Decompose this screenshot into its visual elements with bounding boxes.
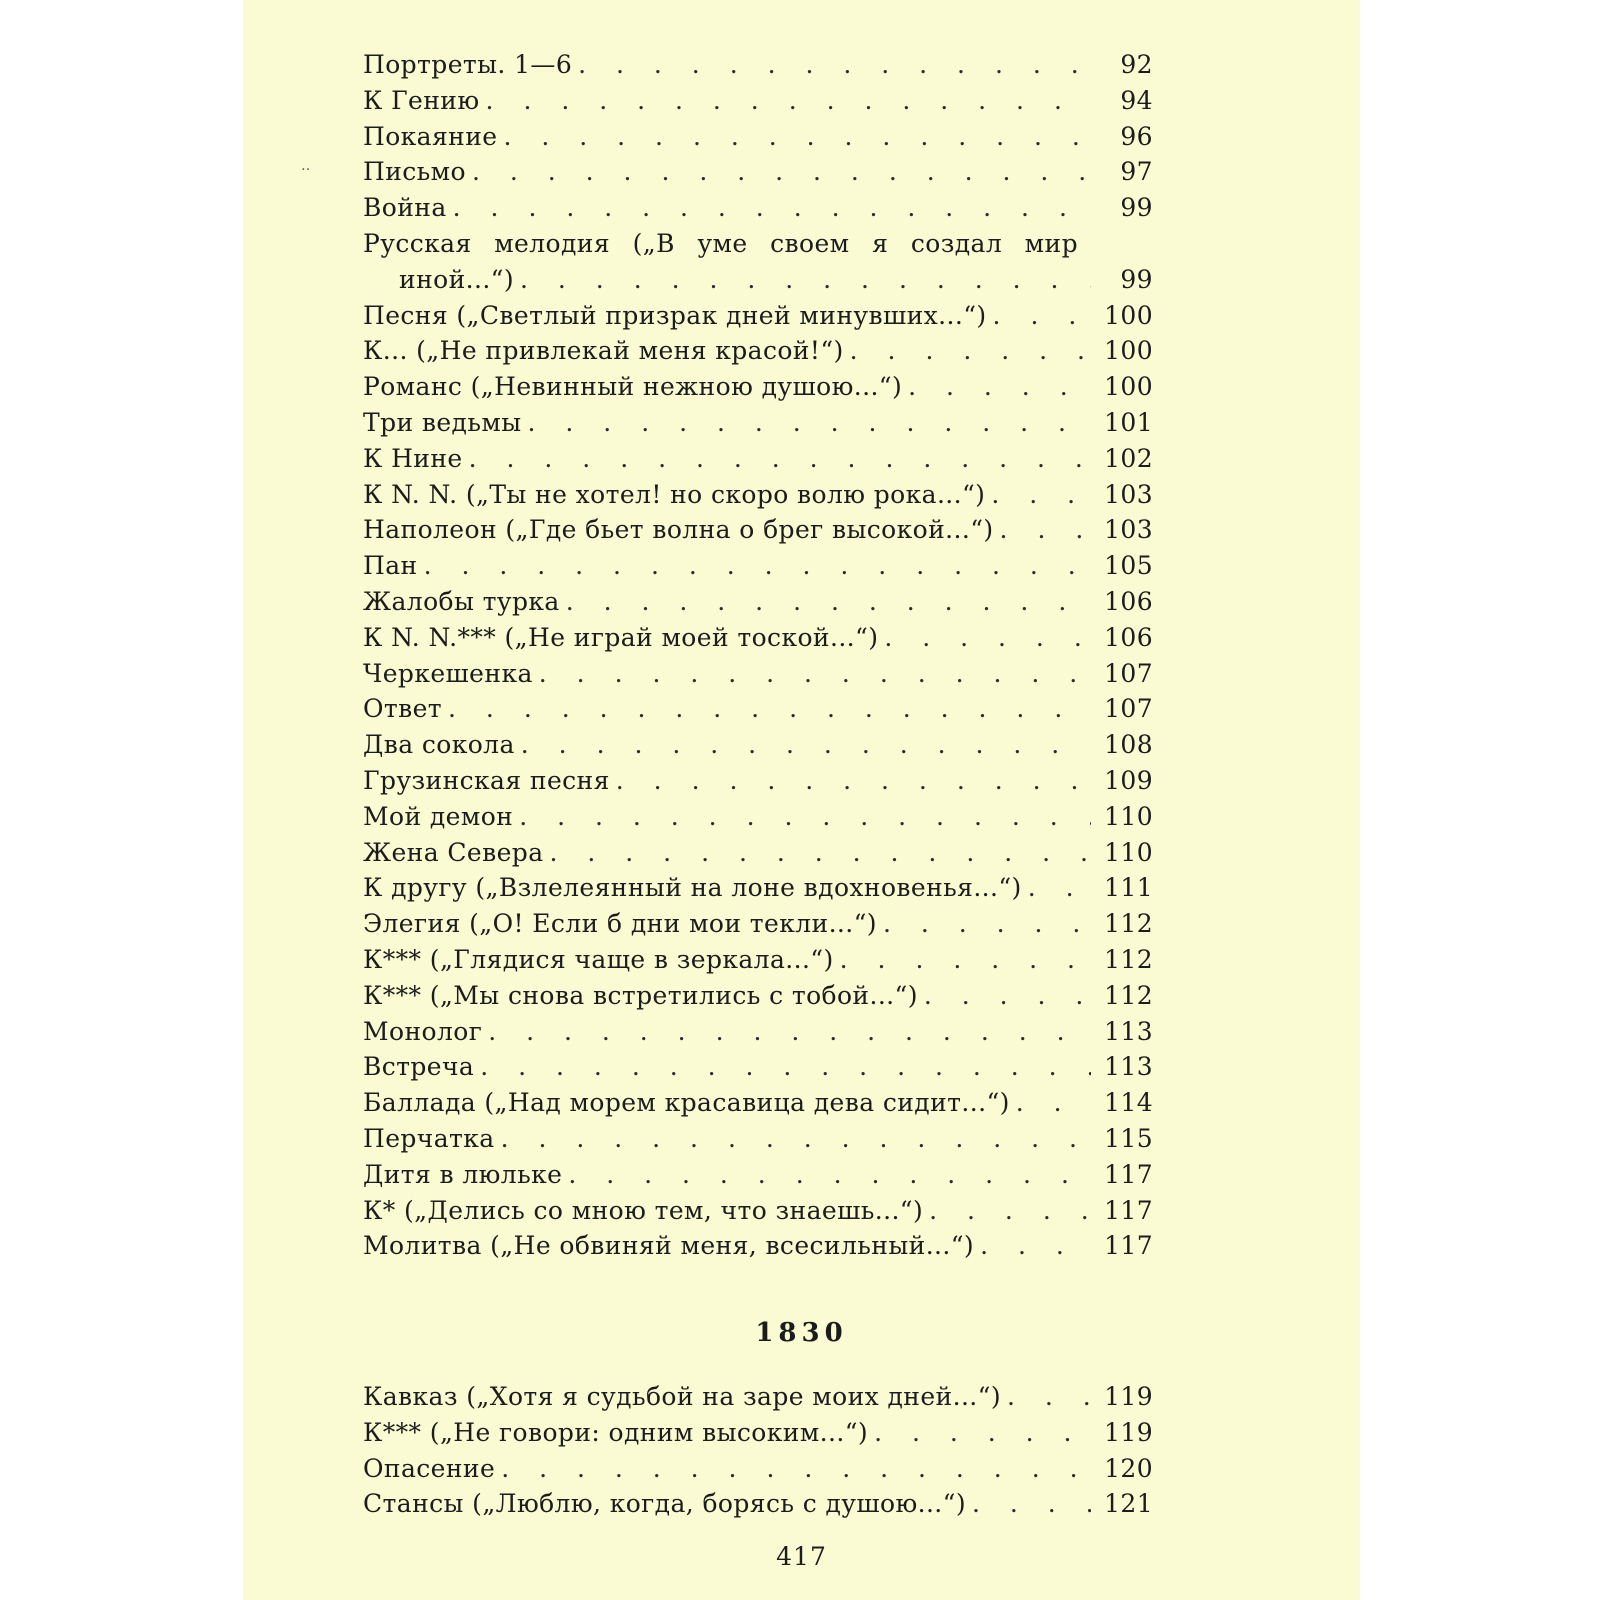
entry-title-line1: Русская мелодия („В уме своем я создал мир [363, 228, 1078, 258]
entry-title: Монолог [363, 1016, 483, 1046]
toc-entry [363, 226, 1153, 298]
entry-title: Дитя в люльке [363, 1159, 563, 1189]
toc-entry [363, 190, 1153, 226]
toc-entry [363, 47, 1153, 83]
toc-entry [363, 620, 1153, 656]
entry-page: 113 [1104, 1016, 1153, 1046]
dot-leader [980, 1228, 1091, 1264]
entry-page: 101 [1104, 407, 1153, 437]
entry-title: К Нине [363, 443, 463, 473]
dot-leader [480, 1049, 1091, 1085]
dot-leader [448, 691, 1091, 727]
entry-page: 119 [1104, 1382, 1153, 1411]
entry-title: Наполеон („Где бьет волна о брег высокой...“) [363, 515, 994, 545]
entry-page: 113 [1104, 1052, 1153, 1082]
dot-leader [874, 1415, 1091, 1451]
year-heading: 1830 [755, 1318, 848, 1348]
entry-title: К Гению [363, 85, 480, 115]
entry-title-line2: иной...“) [399, 264, 515, 294]
dot-leader [519, 799, 1091, 835]
dot-leader [993, 298, 1091, 334]
entry-page: 121 [1104, 1489, 1153, 1519]
entry-title: Пан [363, 551, 418, 581]
dot-leader [568, 1157, 1091, 1193]
entry-title: К*** („Не говори: одним высоким...“) [363, 1417, 869, 1447]
entry-page: 97 [1120, 157, 1153, 187]
dot-leader [883, 906, 1091, 942]
entry-page: 107 [1104, 694, 1153, 724]
entry-continuation [363, 262, 1153, 298]
toc-entry [363, 942, 1153, 978]
entry-title: Письмо [363, 157, 466, 187]
toc-entry [363, 548, 1153, 584]
entry-page: 107 [1104, 658, 1153, 688]
dot-leader [1028, 870, 1091, 906]
dot-leader [424, 548, 1091, 584]
dot-leader [1000, 512, 1091, 548]
toc-entry [363, 512, 1153, 548]
entry-page: 100 [1104, 336, 1153, 366]
toc-entry [363, 119, 1153, 155]
entry-page: 112 [1104, 909, 1153, 939]
toc-entry [363, 763, 1153, 799]
dot-leader [972, 1486, 1091, 1522]
entry-title: Мой демон [363, 801, 514, 831]
entry-page: 117 [1104, 1195, 1153, 1225]
entry-title: Романс („Невинный нежною душою...“) [363, 372, 903, 402]
entry-page: 99 [1120, 264, 1153, 294]
toc-entry [363, 906, 1153, 942]
dot-leader [616, 763, 1091, 799]
toc-entry [363, 405, 1153, 441]
toc-entry [363, 1486, 1153, 1522]
entry-title: К N. N. („Ты не хотел! но скоро волю рока...“) [363, 479, 986, 509]
dot-leader [1016, 1085, 1091, 1121]
entry-title: Перчатка [363, 1123, 495, 1153]
entry-page: 112 [1104, 980, 1153, 1010]
entry-page: 111 [1104, 873, 1153, 903]
entry-title: Жена Севера [363, 837, 544, 867]
toc-section-1830 [363, 1379, 1153, 1522]
toc-entry [363, 298, 1153, 334]
entry-title: К... („Не привлекай меня красой!“) [363, 336, 844, 366]
toc-entry [363, 477, 1153, 513]
dot-leader [840, 942, 1091, 978]
toc-section-1829 [363, 47, 1153, 1264]
toc-entry [363, 333, 1153, 369]
entry-title: Грузинская песня [363, 765, 610, 795]
toc-entry [363, 656, 1153, 692]
dot-leader [486, 83, 1091, 119]
margin-mark: ‥ [301, 158, 311, 174]
page-number: 417 [776, 1542, 827, 1571]
entry-title: К другу („Взлелеянный на лоне вдохновенья...“) [363, 873, 1022, 903]
entry-title: Черкешенка [363, 658, 533, 688]
entry-title: К*** („Глядися чаще в зеркала...“) [363, 944, 834, 974]
toc-entry [363, 83, 1153, 119]
entry-title: Портреты. 1—6 [363, 50, 573, 79]
dot-leader [469, 441, 1091, 477]
entry-page: 92 [1120, 50, 1153, 79]
toc-entry [363, 369, 1153, 405]
dot-leader [503, 119, 1091, 155]
dot-leader [924, 978, 1091, 1014]
entry-title: Три ведьмы [363, 407, 522, 437]
dot-leader [566, 584, 1091, 620]
dot-leader [453, 190, 1091, 226]
dot-leader [908, 369, 1091, 405]
entry-page: 120 [1104, 1453, 1153, 1483]
entry-page: 100 [1104, 300, 1153, 330]
dot-leader [472, 154, 1091, 190]
entry-page: 102 [1104, 443, 1153, 473]
dot-leader [991, 477, 1091, 513]
entry-title: Покаяние [363, 121, 498, 151]
toc-entry [363, 1451, 1153, 1487]
toc-entry [363, 154, 1153, 190]
dot-leader [501, 1451, 1091, 1487]
toc-entry [363, 727, 1153, 763]
entry-page: 119 [1104, 1417, 1153, 1447]
entry-page: 108 [1104, 730, 1153, 760]
toc-entry [363, 1415, 1153, 1451]
entry-title: Война [363, 193, 447, 223]
entry-title: К*** („Мы снова встретились с тобой...“) [363, 980, 918, 1010]
dot-leader [578, 47, 1091, 83]
entry-title: Жалобы турка [363, 586, 560, 616]
entry-title: Кавказ („Хотя я судьбой на заре моих дней...“) [363, 1382, 1001, 1411]
entry-page: 110 [1104, 837, 1153, 867]
entry-page: 100 [1104, 372, 1153, 402]
entry-page: 103 [1104, 479, 1153, 509]
toc-entry [363, 870, 1153, 906]
toc-entry [363, 1157, 1153, 1193]
entry-page: 106 [1104, 586, 1153, 616]
toc-entry [363, 1049, 1153, 1085]
toc-entry [363, 691, 1153, 727]
entry-page: 115 [1104, 1123, 1153, 1153]
entry-page: 103 [1104, 515, 1153, 545]
entry-title: Стансы („Люблю, когда, борясь с душою...“) [363, 1489, 966, 1519]
toc-entry [363, 1228, 1153, 1264]
dot-leader [501, 1121, 1091, 1157]
dot-leader [850, 333, 1091, 369]
entry-page: 109 [1104, 765, 1153, 795]
entry-title: Баллада („Над морем красавица дева сидит...“) [363, 1088, 1010, 1118]
toc-entry [363, 1014, 1153, 1050]
dot-leader [520, 262, 1091, 298]
entry-page: 106 [1104, 622, 1153, 652]
book-page [243, 0, 1360, 1600]
entry-title: Два сокола [363, 730, 515, 760]
dot-leader [521, 727, 1091, 763]
entry-title: Встреча [363, 1052, 475, 1082]
entry-page: 96 [1120, 121, 1153, 151]
entry-page: 99 [1120, 193, 1153, 223]
dot-leader [884, 620, 1091, 656]
entry-title: Опасение [363, 1453, 496, 1483]
entry-title: Песня („Светлый призрак дней минувших...“) [363, 300, 987, 330]
dot-leader [550, 835, 1092, 871]
entry-title: К* („Делись со мною тем, что знаешь...“) [363, 1195, 924, 1225]
toc-entry [363, 1193, 1153, 1229]
entry-title: Ответ [363, 694, 443, 724]
dot-leader [539, 656, 1091, 692]
toc-entry [363, 584, 1153, 620]
entry-page: 114 [1104, 1088, 1153, 1118]
entry-page: 117 [1104, 1231, 1153, 1261]
entry-page: 110 [1104, 801, 1153, 831]
entry-title: Элегия („О! Если б дни мои текли...“) [363, 909, 877, 939]
toc-entry [363, 978, 1153, 1014]
toc-entry [363, 441, 1153, 477]
dot-leader [1007, 1379, 1091, 1415]
toc-entry [363, 1085, 1153, 1121]
dot-leader [528, 405, 1091, 441]
toc-entry [363, 1379, 1153, 1415]
toc-entry [363, 835, 1153, 871]
dot-leader [488, 1014, 1091, 1050]
dot-leader [929, 1193, 1091, 1229]
toc-entry [363, 1121, 1153, 1157]
entry-title: К N. N.*** („Не играй моей тоской...“) [363, 622, 879, 652]
entry-page: 112 [1104, 944, 1153, 974]
toc-entry [363, 799, 1153, 835]
entry-page: 105 [1104, 551, 1153, 581]
entry-page: 117 [1104, 1159, 1153, 1189]
entry-title: Молитва („Не обвиняй меня, всесильный...“) [363, 1231, 975, 1261]
entry-page: 94 [1120, 85, 1153, 115]
